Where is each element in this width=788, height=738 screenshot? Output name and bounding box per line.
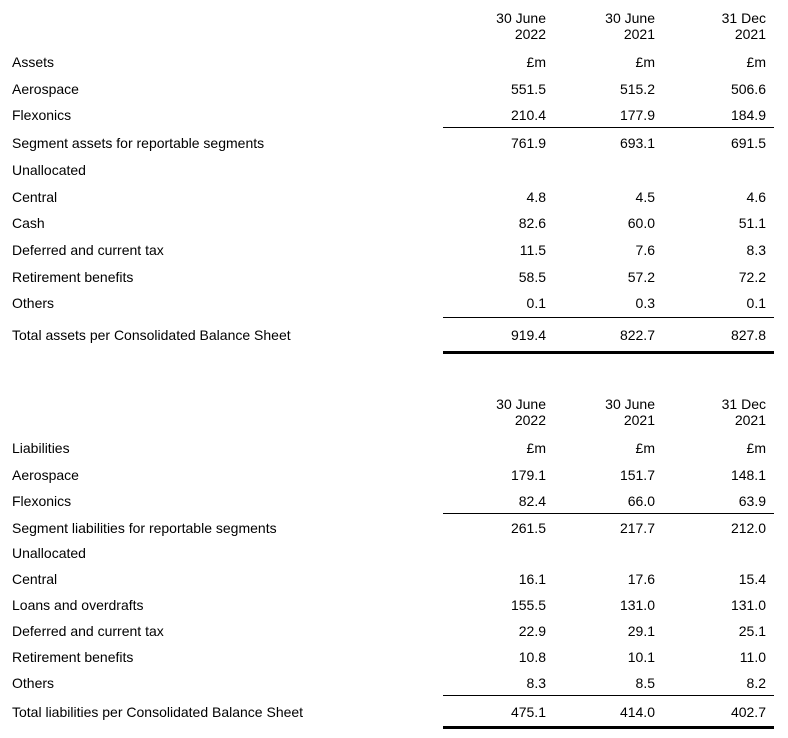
- cell-value: 414.0: [619, 704, 655, 720]
- row-label: Segment assets for reportable segments: [12, 135, 265, 151]
- column-header: 30 June: [496, 10, 546, 26]
- cell-value: 58.5: [518, 269, 546, 285]
- cell-value: 148.1: [730, 467, 766, 483]
- column-header: 2021: [623, 26, 655, 42]
- cell-value: 8.2: [746, 675, 766, 691]
- cell-value: 51.1: [738, 215, 766, 231]
- row-label: Aerospace: [12, 81, 79, 97]
- cell-value: 155.5: [510, 597, 546, 613]
- cell-value: 177.9: [619, 107, 655, 123]
- cell-value: 0.1: [746, 295, 766, 311]
- cell-value: 22.9: [518, 623, 546, 639]
- subtotal-rule: [443, 513, 774, 514]
- cell-value: 475.1: [510, 704, 546, 720]
- cell-value: 691.5: [730, 135, 766, 151]
- row-label: Total assets per Consolidated Balance Sheet: [12, 327, 291, 343]
- cell-value: £m: [635, 440, 655, 456]
- row-label: Flexonics: [12, 107, 72, 123]
- cell-value: 212.0: [730, 520, 766, 536]
- row-label: Retirement benefits: [12, 649, 134, 665]
- cell-value: 4.5: [635, 189, 655, 205]
- cell-value: 402.7: [730, 704, 766, 720]
- cell-value: 261.5: [510, 520, 546, 536]
- row-label: Assets: [12, 54, 55, 70]
- cell-value: 827.8: [730, 327, 766, 343]
- column-header: 2022: [514, 412, 546, 428]
- column-header: 2021: [734, 26, 766, 42]
- cell-value: 506.6: [730, 81, 766, 97]
- cell-value: 210.4: [510, 107, 546, 123]
- row-label: Deferred and current tax: [12, 623, 164, 639]
- cell-value: 57.2: [627, 269, 655, 285]
- cell-value: 919.4: [510, 327, 546, 343]
- cell-value: 551.5: [510, 81, 546, 97]
- row-label: Aerospace: [12, 467, 79, 483]
- cell-value: 8.3: [526, 675, 546, 691]
- cell-value: 17.6: [627, 571, 655, 587]
- row-label: Others: [12, 295, 55, 311]
- cell-value: 63.9: [738, 493, 766, 509]
- cell-value: 10.1: [627, 649, 655, 665]
- row-label: Unallocated: [12, 162, 86, 178]
- row-label: Segment liabilities for reportable segments: [12, 520, 277, 536]
- row-label: Flexonics: [12, 493, 72, 509]
- row-label: Retirement benefits: [12, 269, 134, 285]
- row-label: Central: [12, 571, 58, 587]
- cell-value: 8.5: [635, 675, 655, 691]
- cell-value: £m: [526, 54, 546, 70]
- cell-value: £m: [746, 440, 766, 456]
- cell-value: £m: [526, 440, 546, 456]
- cell-value: 72.2: [738, 269, 766, 285]
- row-label: Deferred and current tax: [12, 242, 164, 258]
- cell-value: 11.5: [519, 242, 546, 258]
- cell-value: 151.7: [619, 467, 655, 483]
- cell-value: 131.0: [730, 597, 766, 613]
- row-label: Cash: [12, 215, 45, 231]
- cell-value: 131.0: [619, 597, 655, 613]
- cell-value: 184.9: [730, 107, 766, 123]
- row-label: Others: [12, 675, 55, 691]
- cell-value: 8.3: [746, 242, 766, 258]
- row-label: Liabilities: [12, 440, 70, 456]
- cell-value: 29.1: [627, 623, 655, 639]
- row-label: Unallocated: [12, 545, 86, 561]
- row-label: Loans and overdrafts: [12, 597, 144, 613]
- column-header: 2021: [734, 412, 766, 428]
- total-double-rule: [443, 351, 774, 354]
- cell-value: 25.1: [738, 623, 766, 639]
- subtotal-rule: [443, 127, 774, 128]
- cell-value: 515.2: [619, 81, 655, 97]
- cell-value: £m: [746, 54, 766, 70]
- row-label: Total liabilities per Consolidated Balance Sheet: [12, 704, 304, 720]
- cell-value: 82.6: [518, 215, 546, 231]
- cell-value: 66.0: [627, 493, 655, 509]
- cell-value: 11.0: [739, 649, 766, 665]
- cell-value: 217.7: [619, 520, 655, 536]
- cell-value: 82.4: [518, 493, 546, 509]
- cell-value: 4.6: [746, 189, 766, 205]
- column-header: 2021: [623, 412, 655, 428]
- cell-value: 761.9: [510, 135, 546, 151]
- cell-value: 7.6: [635, 242, 655, 258]
- column-header: 2022: [514, 26, 546, 42]
- cell-value: 0.3: [635, 295, 655, 311]
- cell-value: 10.8: [518, 649, 546, 665]
- cell-value: 822.7: [619, 327, 655, 343]
- column-header: 31 Dec: [721, 10, 766, 26]
- cell-value: 179.1: [510, 467, 546, 483]
- cell-value: 60.0: [627, 215, 655, 231]
- column-header: 30 June: [605, 396, 655, 412]
- column-header: 30 June: [605, 10, 655, 26]
- subtotal-rule: [443, 317, 774, 318]
- cell-value: 16.1: [518, 571, 546, 587]
- cell-value: 693.1: [619, 135, 655, 151]
- cell-value: 4.8: [526, 189, 546, 205]
- cell-value: 0.1: [526, 295, 546, 311]
- cell-value: 15.4: [738, 571, 766, 587]
- column-header: 31 Dec: [721, 396, 766, 412]
- row-label: Central: [12, 189, 58, 205]
- total-double-rule: [443, 726, 774, 729]
- subtotal-rule: [443, 695, 774, 696]
- column-header: 30 June: [496, 396, 546, 412]
- cell-value: £m: [635, 54, 655, 70]
